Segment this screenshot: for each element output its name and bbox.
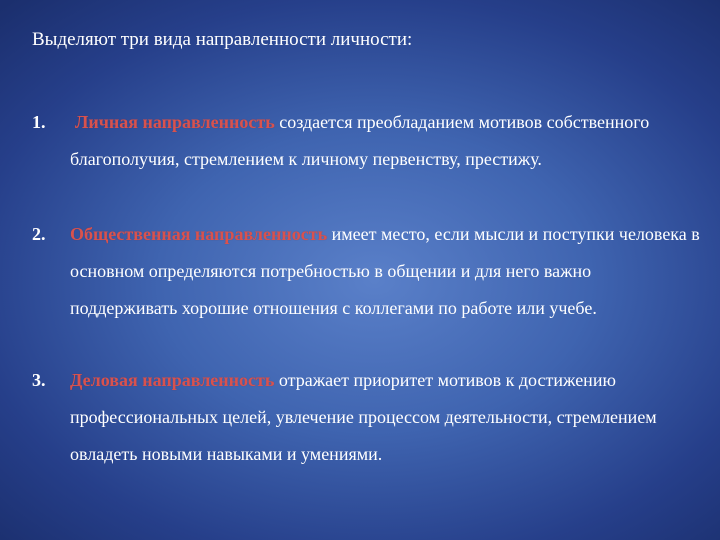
item-number: 3. [32, 370, 46, 390]
item-number: 1. [32, 112, 46, 132]
list-item [32, 362, 700, 473]
item-term: Общественная направленность [70, 224, 328, 244]
item-body [70, 362, 700, 473]
item-description: отражает приоритет мотивов к достижению профессиональных целей, увлечение процессом деятельности, стремлением овладеть новыми навыками и умениями. [70, 370, 657, 464]
item-description: имеет место, если мысли и поступки человека в основном определяются потребностью в общении и для него важно поддерживать хорошие отношения с коллегами по работе или учебе. [70, 224, 700, 318]
item-description: создается преобладанием мотивов собственного благополучия, стремлением к личному первенству, престижу. [70, 112, 650, 169]
item-body [70, 216, 700, 327]
item-number: 2. [32, 224, 46, 244]
item-term: Личная направленность [75, 112, 275, 132]
intro-text: Выделяют три вида направленности личности: [32, 29, 413, 50]
item-body [70, 104, 700, 178]
list-item [32, 216, 700, 327]
item-term: Деловая направленность [70, 370, 275, 390]
list-item [32, 104, 700, 178]
